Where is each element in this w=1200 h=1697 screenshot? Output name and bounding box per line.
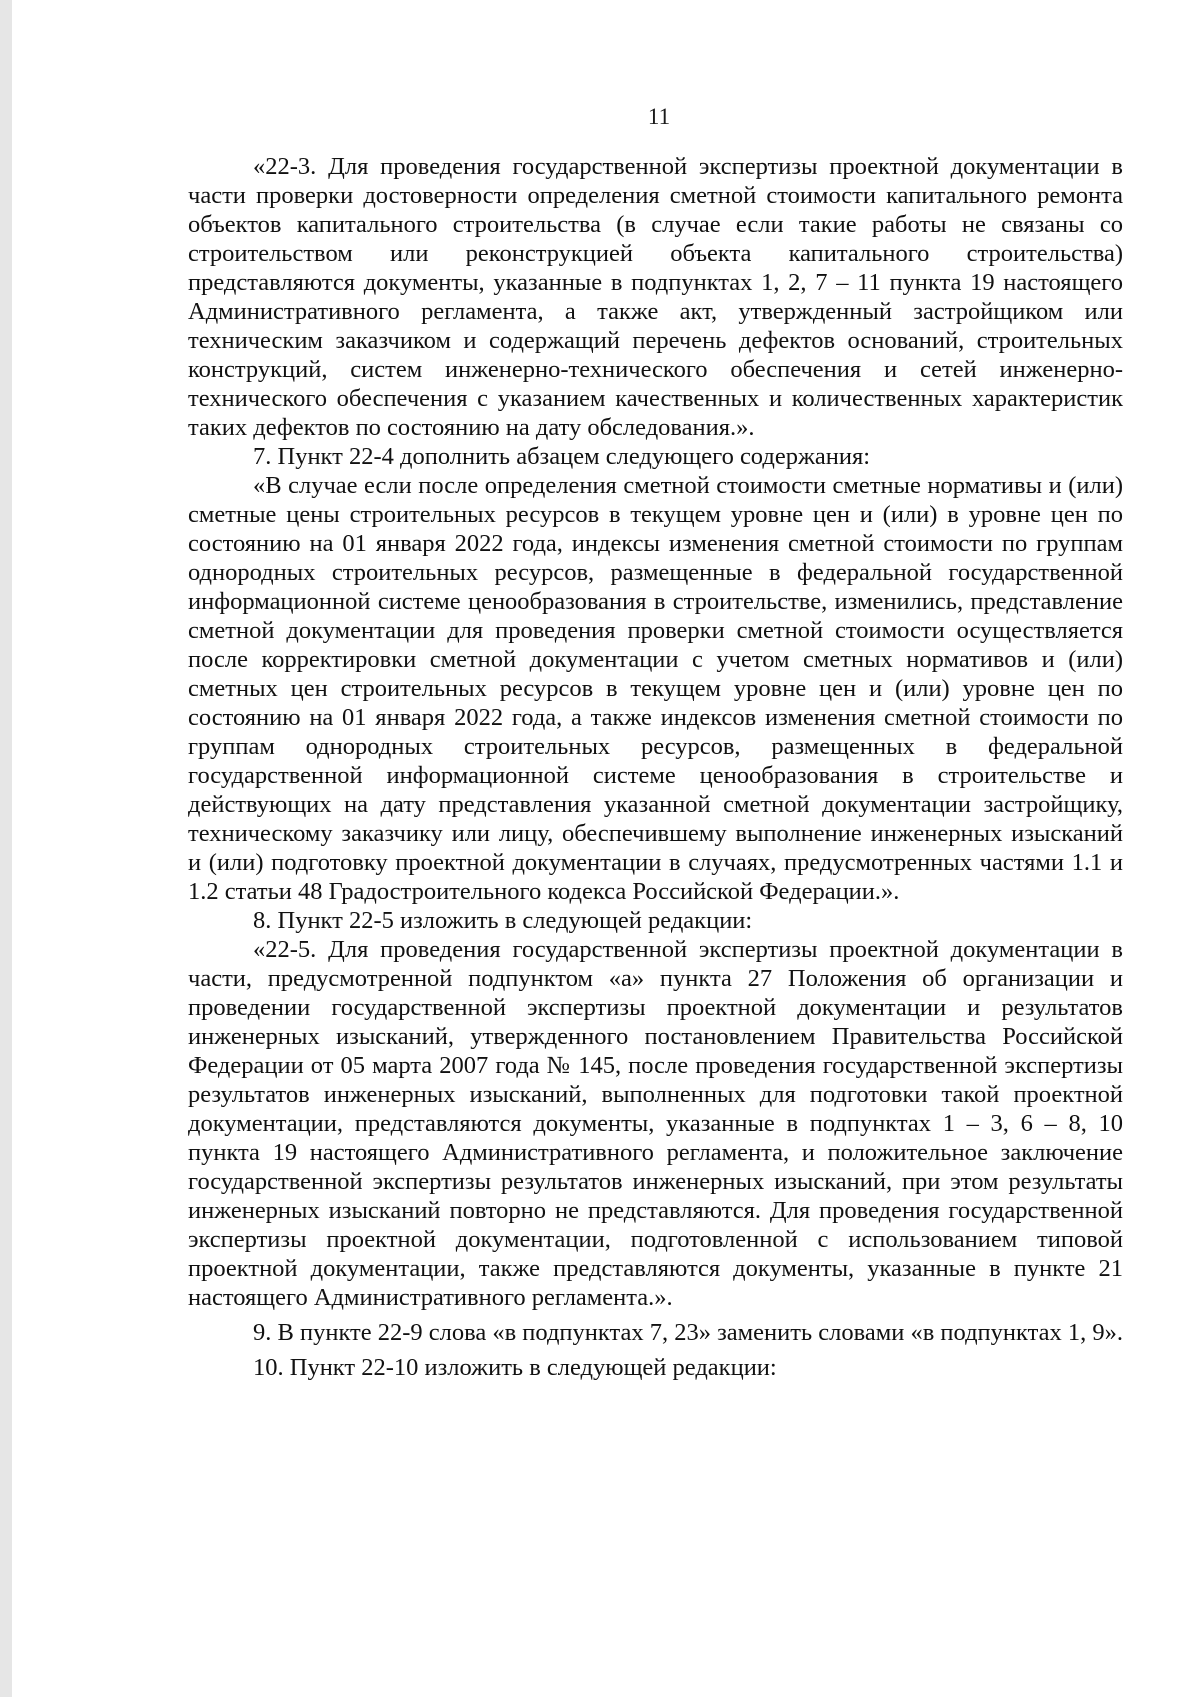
paragraph-22-3: «22-3. Для проведения государственной экспертизы проектной документации в части проверки достоверности определения сметной стоимости капитального ремонта объектов капитального строительства (в случае если такие работы не связаны со строительством или реконструкцией объекта капитального строительства) представляются документы, указанные в подпунктах 1, 2, 7 – 11 пункта 19 настоящего Административного регламента, а также акт, утвержденный застройщиком или техническим заказчиком и содержащий перечень дефектов оснований, строительных конструкций, систем инженерно-технического обеспечения и сетей инженерно-технического обеспечения с указанием качественных и количественных характеристик таких дефектов по состоянию на дату обследования.». [188,153,1123,441]
paragraph-item-8: 8. Пункт 22-5 изложить в следующей редакции: [253,907,753,934]
paragraph-22-5: «22-5. Для проведения государственной экспертизы проектной документации в части, предусмотренной подпунктом «а» пункта 27 Положения об организации и проведении государственной экспертизы проектной документации и результатов инженерных изысканий, утвержденного постановлением Правительства Российской Федерации от 05 марта 2007 года № 145, после проведения государственной экспертизы результатов инженерных изысканий, выполненных для подготовки такой проектной документации, представляются документы, указанные в подпунктах 1 – 3, 6 – 8, 10 пункта 19 настоящего Административного регламента, и положительное заключение государственной экспертизы результатов инженерных изысканий, при этом результаты инженерных изысканий повторно не представляются. Для проведения государственной экспертизы проектной документации, подготовленной с использованием типовой проектной документации, также представляются документы, указанные в пункте 21 настоящего Административного регламента.». [188,936,1123,1311]
paragraph-item-9: 9. В пункте 22-9 слова «в подпунктах 7, 23» заменить словами «в подпунктах 1, 9». [253,1319,1123,1346]
paragraph-item-10: 10. Пункт 22-10 изложить в следующей редакции: [253,1354,777,1381]
paragraph-item-7: 7. Пункт 22-4 дополнить абзацем следующего содержания: [253,443,871,470]
scan-edge [0,0,12,1697]
page-number: 11 [647,104,671,129]
document-body [188,152,1123,1382]
paragraph-22-4-addition: «В случае если после определения сметной стоимости сметные нормативы и (или) сметные цены строительных ресурсов в текущем уровне цен и (или) в уровне цен по состоянию на 01 января 2022 года, индексы изменения сметной стоимости по группам однородных строительных ресурсов, размещенные в федеральной государственной информационной системе ценообразования в строительстве, изменились, представление сметной документации для проведения проверки сметной стоимости осуществляется после корректировки сметной документации с учетом сметных нормативов и (или) сметных цен строительных ресурсов в текущем уровне цен и (или) уровне цен по состоянию на 01 января 2022 года, а также индексов изменения сметной стоимости по группам однородных строительных ресурсов, размещенных в федеральной государственной информационной системе ценообразования в строительстве и действующих на дату представления указанной сметной документации застройщику, техническому заказчику или лицу, обеспечившему выполнение инженерных изысканий и (или) подготовку проектной документации в случаях, предусмотренных частями 1.1 и 1.2 статьи 48 Градостроительного кодекса Российской Федерации.». [188,472,1123,905]
